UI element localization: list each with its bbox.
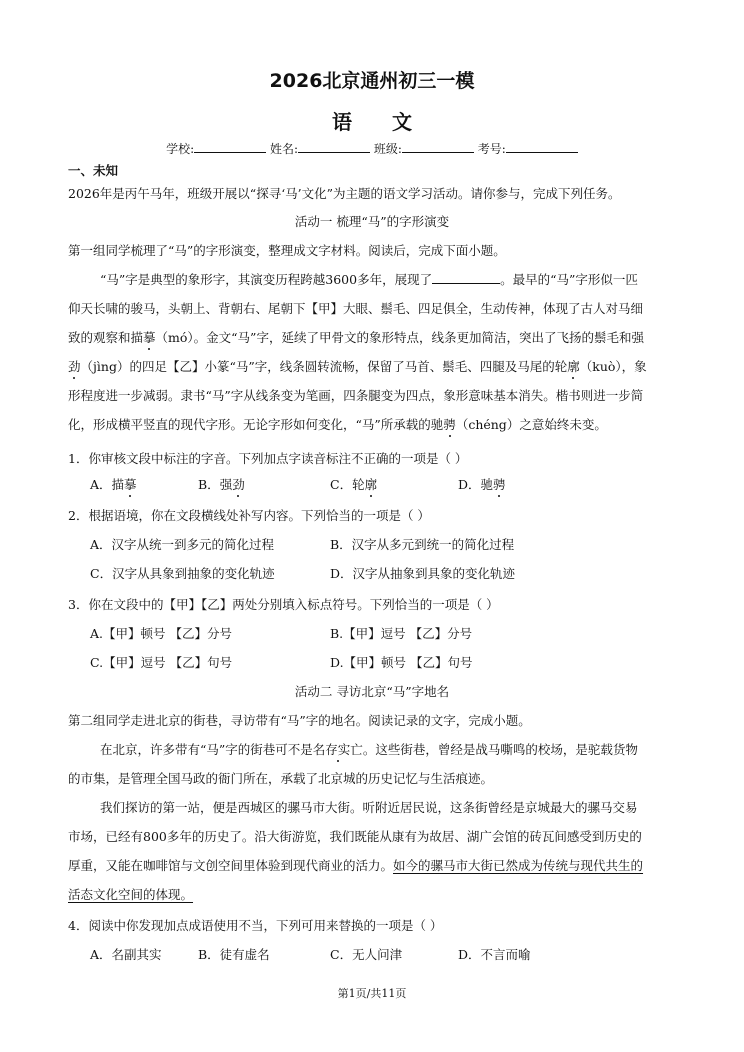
underlined-sentence: 如今的骡马市大街已然成为传统与现代共生的	[393, 858, 644, 873]
passage-text: “马”字是典型的象形字，其演变历程跨越3600多年，展现了	[100, 272, 433, 287]
fill-blank[interactable]	[432, 271, 500, 284]
passage1-line1	[100, 270, 638, 288]
q2-option-a[interactable]: A．汉字从统一到多元的简化过程	[90, 537, 275, 552]
question-1-stem: 1．你审核文段中标注的字音。下列加点字读音标注不正确的一项是（ ）	[68, 451, 468, 466]
q3-option-b[interactable]: B.【甲】逗号 【乙】分号	[330, 626, 473, 641]
option-key: A．	[90, 477, 112, 492]
q3-option-a[interactable]: A.【甲】顿号 【乙】分号	[90, 626, 232, 641]
q2-option-b[interactable]: B．汉字从多元到统一的简化过程	[330, 537, 515, 552]
option-text: 驰	[480, 477, 494, 492]
q2-option-d[interactable]: D．汉字从抽象到具象的变化轨迹	[330, 566, 516, 581]
q3-option-c[interactable]: C.【甲】逗号 【乙】句号	[90, 655, 233, 670]
question-4-stem: 4．阅读中你发现加点成语使用不当，下列可用来替换的一项是（ ）	[68, 918, 443, 933]
exam-no-label: 考号:	[477, 142, 506, 156]
passage-text: 。这些街巷，曾经是战马嘶鸣的校场，是驼载货物	[362, 742, 638, 757]
name-label: 姓名:	[270, 142, 299, 156]
underlined-sentence: 活态文化空间的体现。	[68, 887, 194, 902]
school-blank[interactable]	[194, 140, 266, 153]
section-heading: 一、未知	[68, 163, 119, 178]
q3-option-d[interactable]: D.【甲】顿号 【乙】句号	[330, 655, 473, 670]
passage-text: 。最早的“马”字形似一匹	[500, 272, 638, 287]
activity1-title: 活动一 梳理“马”的字形演变	[294, 214, 450, 229]
passage-text: （jìng）的四足【乙】小篆“马”字，线条圆转流畅，保留了马首、鬃毛、四腿及马尾的轮	[80, 359, 568, 374]
school-label: 学校:	[166, 142, 195, 156]
dotted-idiom: 名存实亡	[312, 742, 363, 757]
q2-option-c[interactable]: C．汉字从具象到抽象的变化轨迹	[90, 566, 275, 581]
dotted-char: 廓	[364, 477, 378, 492]
dotted-char: 摹	[143, 330, 156, 345]
activity2-title: 活动二 寻访北京“马”字地名	[294, 684, 450, 699]
passage-text: 致的观察和描	[68, 330, 144, 345]
passage-text: （kuò），象	[579, 359, 647, 374]
passage1-line2: 仰天长啸的骏马，头朝上、背朝右、尾朝下【甲】大眼、鬃毛、四足俱全，生动传神，体现了古人对马细	[68, 301, 644, 316]
option-text: 强	[219, 477, 233, 492]
dotted-char: 劲	[232, 477, 245, 492]
passage-text: 在北京，许多带有“马”字的街巷可不是	[100, 742, 313, 757]
option-key: D．	[458, 477, 481, 492]
exam-no-blank[interactable]	[506, 140, 578, 153]
passage1-line4	[68, 357, 647, 375]
q4-option-a[interactable]: A．名副其实	[90, 947, 162, 962]
option-text: 轮	[352, 477, 365, 492]
dotted-char: 劲	[68, 359, 81, 374]
q4-option-c[interactable]: C．无人问津	[330, 947, 403, 962]
passage1-line3	[68, 328, 644, 346]
activity1-lead: 第一组同学梳理了“马”的字形演变，整理成文字材料。阅读后，完成下面小题。	[68, 243, 506, 258]
intro-text: 2026年是丙午马年，班级开展以“探寻‘马’文化”为主题的语文学习活动。请你参与，完成下列任务。	[68, 186, 621, 201]
q1-option-c[interactable]	[330, 475, 377, 493]
option-text: 描	[111, 477, 125, 492]
passage2-line6	[68, 885, 193, 903]
passage1-line5: 形程度进一步减弱。隶书“马”字从线条变为笔画，四条腿变为四点，象形意味基本消失。楷书则进一步简	[68, 388, 644, 403]
option-key: B．	[198, 477, 220, 492]
student-info-line	[0, 140, 744, 157]
q4-option-d[interactable]: D．不言而喻	[458, 947, 531, 962]
passage1-line6	[68, 415, 607, 433]
passage2-line5	[68, 856, 643, 874]
question-3-stem: 3．你在文段中的【甲】【乙】两处分别填入标点符号。下列恰当的一项是（ ）	[68, 597, 499, 612]
dotted-char: 廓	[567, 359, 580, 374]
passage-text: 厚重，又能在咖啡馆与文创空间里体验到现代商业的活力。	[68, 858, 394, 873]
passage2-line2: 的市集，是管理全国马政的衙门所在，承载了北京城的历史记忆与生活痕迹。	[68, 771, 494, 786]
dotted-char: 骋	[443, 417, 456, 432]
question-2-stem: 2．根据语境，你在文段横线处补写内容。下列恰当的一项是（ ）	[68, 508, 430, 523]
dotted-char: 摹	[124, 477, 137, 492]
passage-text: （chéng）之意始终未变。	[455, 417, 607, 432]
class-blank[interactable]	[402, 140, 474, 153]
dotted-char: 骋	[493, 477, 506, 492]
q1-option-d[interactable]	[458, 475, 506, 493]
passage2-line4: 市场，已经有800多年的历史了。沿大街游览，我们既能从康有为故居、湖广会馆的砖瓦间感受到历史的	[68, 829, 642, 844]
q4-option-b[interactable]: B．徒有虚名	[198, 947, 270, 962]
name-blank[interactable]	[298, 140, 370, 153]
exam-title: 2026北京通州初三一模	[269, 70, 475, 92]
class-label: 班级:	[373, 142, 402, 156]
q1-option-a[interactable]	[90, 475, 137, 493]
page-footer: 第1页/共11页	[337, 987, 407, 1000]
passage-text: （mó）。金文“马”字，延续了甲骨文的象形特点，线条更加简洁，突出了飞扬的鬃毛和强	[155, 330, 644, 345]
passage2-line1	[100, 740, 638, 758]
q1-option-b[interactable]	[198, 475, 245, 493]
subject-title: 语文	[332, 110, 452, 134]
passage-text: 化，形成横平竖直的现代字形。无论字形如何变化，“马”所承载的驰	[68, 417, 444, 432]
passage2-line3: 我们探访的第一站，便是西城区的骡马市大街。听附近居民说，这条街曾经是京城最大的骡马交易	[100, 800, 638, 815]
activity2-lead: 第二组同学走进北京的街巷，寻访带有“马”字的地名。阅读记录的文字，完成小题。	[68, 713, 531, 728]
option-key: C．	[330, 477, 353, 492]
